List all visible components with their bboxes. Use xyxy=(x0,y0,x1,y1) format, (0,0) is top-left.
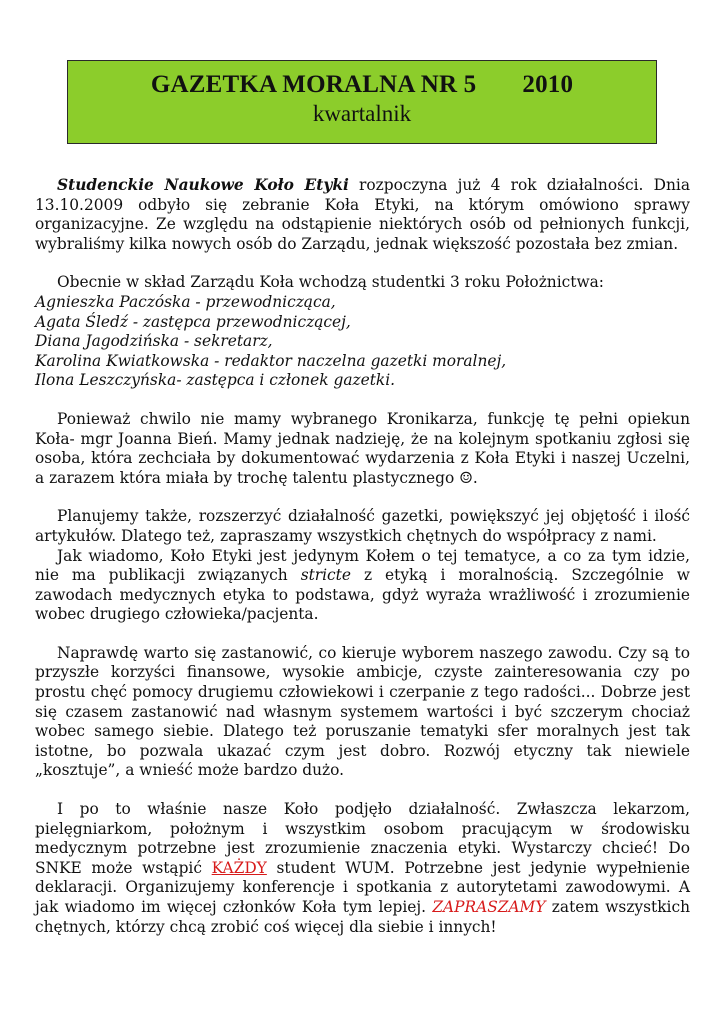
newsletter-subtitle: kwartalnik xyxy=(312,101,412,126)
invitation-text-a: I po to właśnie nasze Koło podjęło działalność. Zwłaszcza lekarzom, pielęgniarkom, położnym i wszystkim osobom pracującym w środowisku medycznym potrzebne jest zrozumienie znaczenia etyki. Wystarczy chcieć! Do SNKE może wstąpić xyxy=(35,800,690,877)
paragraph-ethics-circle xyxy=(35,547,690,625)
newsletter-title: GAZETKA MORALNA NR 5 xyxy=(150,71,477,98)
article-body xyxy=(35,176,690,956)
paragraph-ethics-text-a: Jak wiadomo, Koło Etyki jest jedynym Kołem o tej tematyce, a co za tym idzie, nie ma publikacji związanych xyxy=(35,546,690,585)
zapraszamy-highlight: ZAPRASZAMY xyxy=(432,898,546,916)
paragraph-chronicler: Ponieważ chwilo nie mamy wybranego Kronikarza, funkcję tę pełni opiekun Koła- mgr Joanna Bień. Mamy jednak nadzieję, że na kolejnym spotkaniu zgłosi się osoba, która zechciała by dokumentować wydarzenia z Koła Etyki i naszej Uczelni, a zarazem która miała by trochę talentu plastycznego ☺. xyxy=(35,409,690,487)
masthead-title-line xyxy=(68,71,656,99)
board-member: Karolina Kwiatkowska - redaktor naczelna gazetki moralnej, xyxy=(35,351,507,370)
paragraph-plans: Planujemy także, rozszerzyć działalność gazetki, powiększyć jej objętość i ilość artykułów. Dlatego też, zapraszamy wszystkich chętnych do współpracy z nami. xyxy=(35,507,690,545)
paragraph-intro xyxy=(35,176,690,254)
invitation-text-b: student WUM. Potrzebne jest jedynie wypełnienie deklaracji. Organizujemy konferencje i spotkania z autorytetami zawodowymi. A jak wiadomo im więcej członków Koła tym lepiej. xyxy=(35,858,691,916)
paragraph-invitation xyxy=(35,800,690,937)
paragraph-intro-text: rozpoczyna już 4 rok działalności. Dnia 13.10.2009 odbyło się zebranie Koła Etyki, na którym omówiono sprawy organizacyjne. Ze względu na odstąpienie niektórych osób od pełnionych funkcji, wybraliśmy kilka nowych osób do Zarządu, jednak większość pozostała bez zmian. xyxy=(35,176,690,253)
board-member: Diana Jagodzińska - sekretarz, xyxy=(35,332,273,351)
board-list xyxy=(35,273,690,391)
invitation-text-c: zatem wszystkich chętnych, którzy chcą zrobić coś więcej dla siebie i innych! xyxy=(35,898,690,936)
stricte-word: stricte xyxy=(300,566,351,585)
masthead-box xyxy=(67,60,657,144)
board-member: Ilona Leszczyńska- zastępca i członek gazetki. xyxy=(35,371,396,390)
paragraph-reflection: Naprawdę warto się zastanowić, co kieruje wyborem naszego zawodu. Czy są to przyszłe korzyści finansowe, wysokie ambicje, czyste zainteresowania czy po prostu chęć pomocy drugiemu człowiekowi i czerpanie z tego radości... Dobrze jest się czasem zastanowić nad własnym systemem wartości i być szczerym chociaż wobec samego siebie. Dlatego też poruszanie tematyki sfer moralnych jest tak istotne, bo pozwala ukazać czym jest dobro. Rozwój etyczny tak niewiele „kosztuje”, a wnieść może bardzo dużo. xyxy=(35,643,690,780)
board-lead: Obecnie w skład Zarządu Koła wchodzą studentki 3 roku Położnictwa: xyxy=(57,273,604,292)
board-member: Agnieszka Paczóska - przewodnicząca, xyxy=(35,292,336,311)
org-name: Studenckie Naukowe Koło Etyki xyxy=(57,176,349,194)
issue-year: 2010 xyxy=(522,71,574,98)
paragraph-ethics-text-b: z etyką i moralnością. Szczególnie w zawodach medycznych etyka to podstawa, gdyż wyraża wrażliwość i zrozumienie wobec drugiego człowieka/pacjenta. xyxy=(35,566,690,624)
kazdy-highlight: KAŻDY xyxy=(211,858,267,877)
board-member: Agata Śledź - zastępca przewodniczącej, xyxy=(35,312,351,331)
